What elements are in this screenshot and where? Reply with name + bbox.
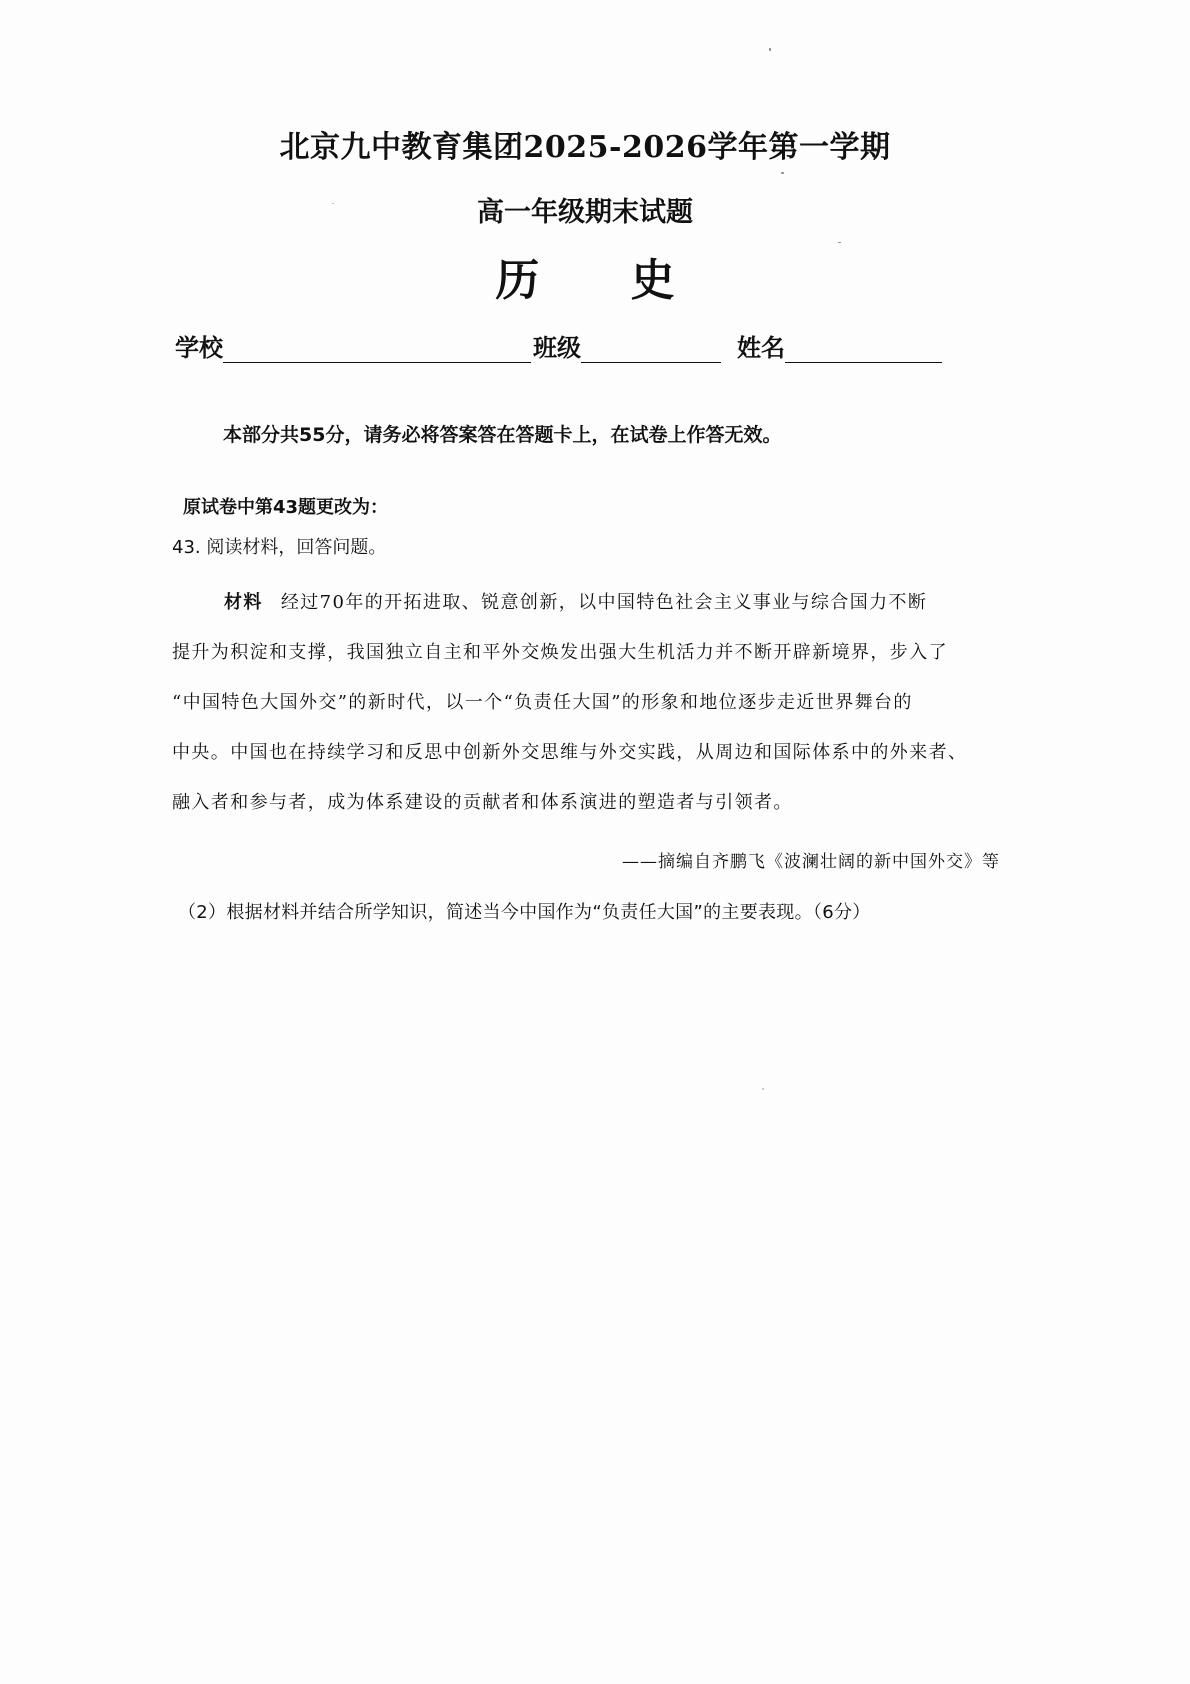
scan-speck (762, 1088, 764, 1090)
subquestion-2: （2）根据材料并结合所学知识，简述当今中国作为“负责任大国”的主要表现。（6分） (178, 902, 871, 923)
question-heading: 43. 阅读材料，回答问题。 (172, 537, 387, 558)
material-line: “中国特色大国外交”的新时代，以一个“负责任大国”的形象和地位逐步走近世界舞台的 (172, 692, 913, 713)
student-info-fields (175, 328, 944, 363)
name-blank[interactable] (785, 336, 942, 363)
class-label: 班级 (533, 334, 581, 362)
name-label: 姓名 (737, 334, 785, 362)
material-line (172, 578, 1000, 628)
material-line: 融入者和参与者，成为体系建设的贡献者和体系演进的塑造者与引领者。 (172, 792, 793, 813)
exam-subtitle: 高一年级期末试题 (477, 197, 693, 228)
change-notice: 原试卷中第43题更改为： (183, 497, 389, 518)
material-line: 提升为积淀和支撑，我国独立自主和平外交焕发出强大生机活力并不断开辟新境界，步入了 (172, 642, 948, 663)
material-passage (172, 578, 1000, 828)
material-source: ——摘编自齐鹏飞《波澜壮阔的新中国外交》等 (622, 852, 1000, 872)
school-label: 学校 (175, 334, 223, 362)
scan-speck (769, 48, 771, 51)
exam-title: 北京九中教育集团2025-2026学年第一学期 (279, 130, 891, 165)
material-line: 中央。中国也在持续学习和反思中创新外交思维与外交实践，从周边和国际体系中的外来者、 (172, 742, 968, 763)
class-blank[interactable] (581, 336, 721, 363)
school-blank[interactable] (223, 336, 531, 363)
scan-speck (838, 242, 841, 243)
instruction-text: 本部分共55分，请务必将答案答在答题卡上，在试卷上作答无效。 (223, 424, 782, 446)
material-label: 材料 (224, 592, 263, 613)
scan-speck (781, 172, 784, 174)
material-line-text: 经过70年的开拓进取、锐意创新，以中国特色社会主义事业与综合国力不断 (280, 592, 928, 613)
scan-speck (332, 203, 334, 204)
subject-title: 历 史 (495, 255, 713, 306)
